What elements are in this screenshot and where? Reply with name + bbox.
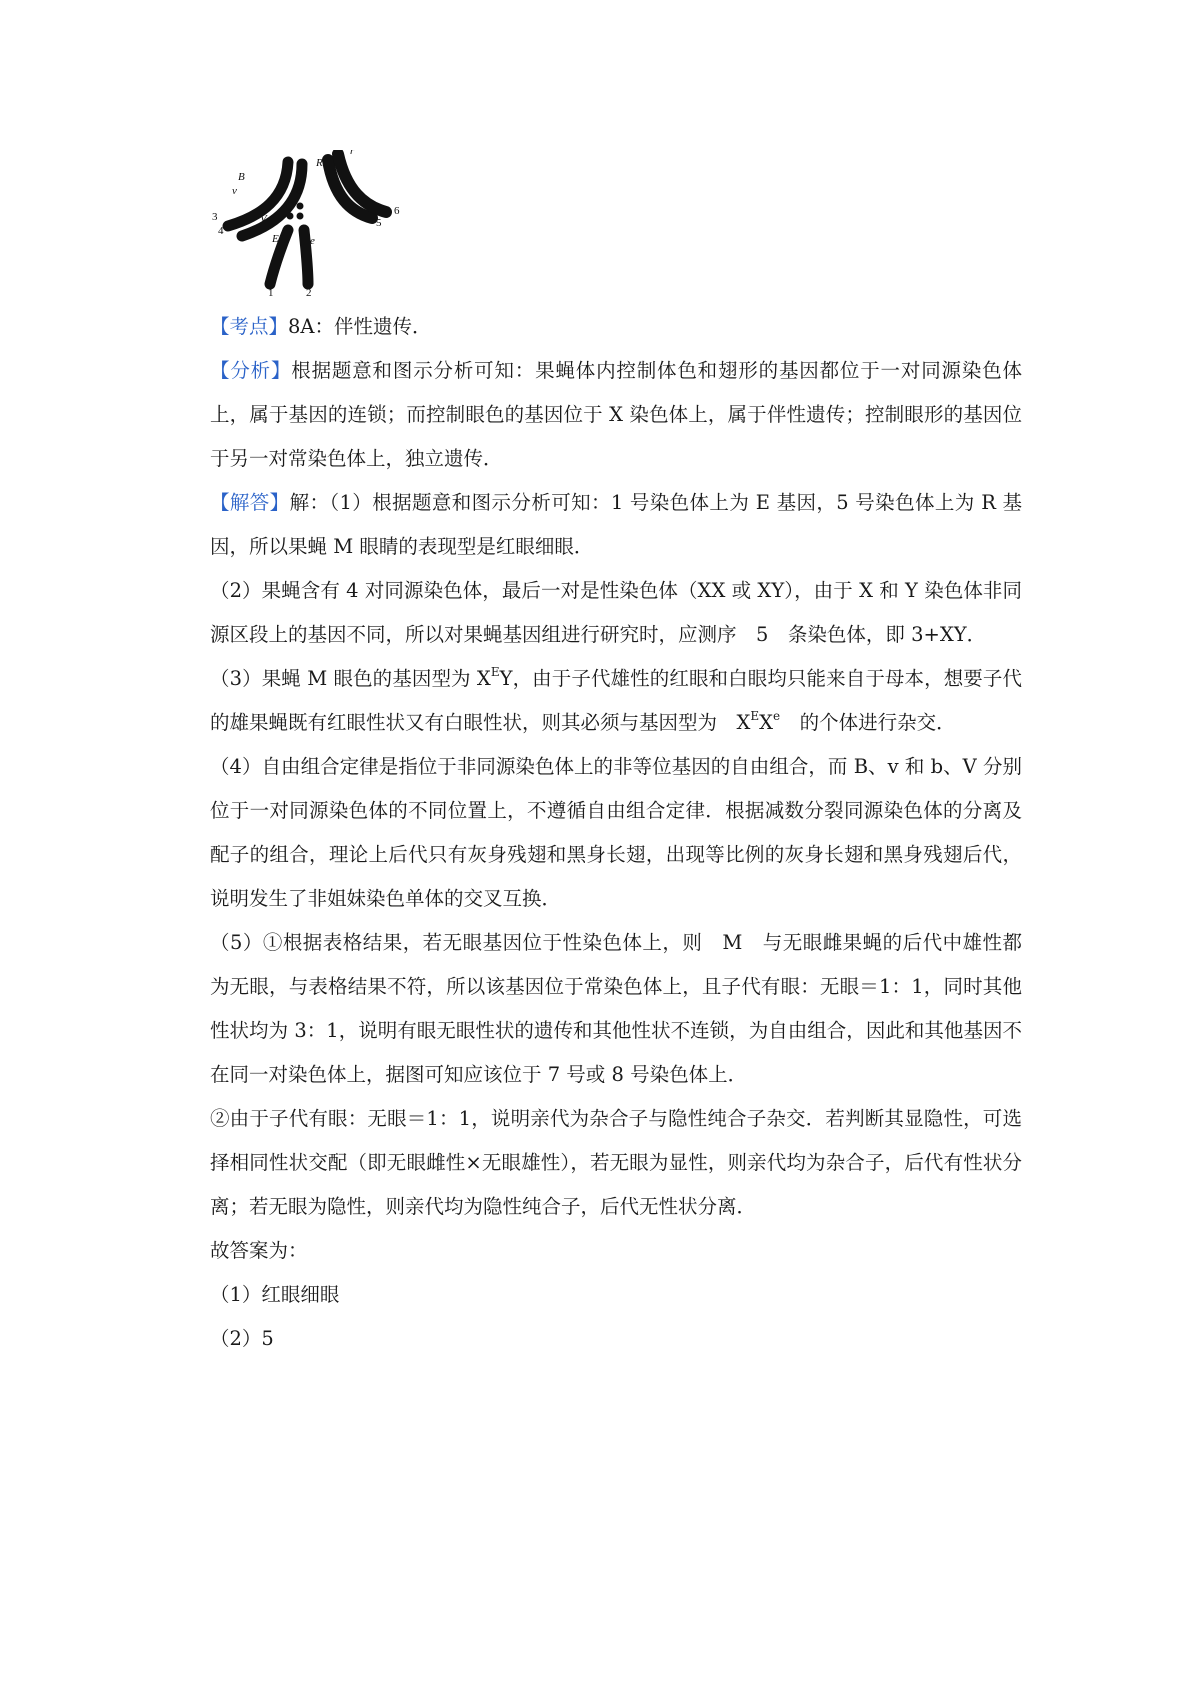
gene-label-R: R — [316, 157, 323, 169]
answer-para-5: （5）①根据表格结果，若无眼基因位于性染色体上，则 M 与无眼雌果蝇的后代中雄性都为无眼，与表格结果不符，所以该基因位于常染色体上，且子代有眼：无眼＝1：1，同时其他性状均为 3：1，说明有眼无眼性状的遗传和其他性状不连锁，为自由组合，因此和其他基因不在同一对染色体上，据图可知应该位于 7 号或 8 号染色体上． — [210, 931, 1022, 1086]
answer-intro: 故答案为： — [210, 1239, 308, 1262]
chromosome-8 — [297, 203, 304, 210]
superscript-e: e — [773, 709, 781, 723]
answer-text-3b: Y，由于子代雄性的红眼和白眼均只能来自于母本，想要子代的雄果蝇既有红眼性状又有白眼性状，则其必须与基因型为 X — [210, 667, 1023, 734]
jieda-section — [210, 481, 1022, 1361]
gene-label-B: B — [238, 171, 245, 183]
gene-label-e: e — [310, 235, 315, 247]
kaodian-tag: 【考点】 — [210, 315, 289, 338]
gene-label-V: V — [260, 213, 267, 225]
chromosome-figure — [210, 150, 410, 298]
fenxi-section — [210, 349, 1022, 481]
chromosome-2 — [304, 230, 308, 284]
kaodian-section — [210, 305, 1022, 349]
chromosome-7b — [287, 213, 294, 220]
chrom-number-7: 7 — [282, 185, 288, 197]
answer-para-4: （4）自由组合定律是指位于非同源染色体上的非等位基因的自由组合，而 B、v 和 b、V 分别位于一对同源染色体的不同位置上，不遵循自由组合定律．根据减数分裂同源染色体的分离及配子的组合，理论上后代只有灰身残翅和黑身长翅，出现等比例的灰身长翅和黑身残翅后代，说明发生了非姐妹染色单体的交叉互换． — [210, 755, 1022, 910]
chrom-number-1: 1 — [268, 287, 274, 298]
fenxi-tag: 【分析】 — [210, 359, 292, 382]
answer-text-3a: （3）果蝇 M 眼色的基因型为 X — [210, 667, 491, 690]
gene-label-r: r — [350, 150, 355, 157]
answer-text-3c: X — [759, 711, 774, 734]
kaodian-text: 8A：伴性遗传． — [288, 315, 432, 338]
chromosome-7 — [287, 203, 294, 210]
answer-para-6: ②由于子代有眼：无眼＝1：1，说明亲代为杂合子与隐性纯合子杂交．若判断其显隐性，可选择相同性状交配（即无眼雌性×无眼雄性），若无眼为显性，则亲代均为杂合子，后代有性状分离；若无眼为隐性，则亲代均为隐性纯合子，后代无性状分离． — [210, 1107, 1022, 1218]
gene-label-E: E — [272, 233, 279, 245]
answer-para-1 — [210, 481, 1022, 569]
chrom-number-3: 3 — [212, 211, 218, 223]
gene-label-b: b — [270, 197, 276, 209]
superscript-E: E — [490, 665, 500, 679]
answer-para-3 — [210, 657, 1022, 745]
fenxi-text: 根据题意和图示分析可知：果蝇体内控制体色和翅形的基因都位于一对同源染色体上，属于基因的连锁；而控制眼色的基因位于 X 染色体上，属于伴性遗传；控制眼形的基因位于另一对常染色体上，独立遗传． — [210, 359, 1022, 470]
jieda-tag: 【解答】 — [210, 491, 290, 514]
chrom-number-2: 2 — [306, 287, 312, 298]
final-answer-2: （2）5 — [210, 1327, 274, 1350]
superscript-E-2: E — [750, 709, 760, 723]
chrom-number-5: 5 — [376, 217, 382, 229]
final-answer-1: （1）红眼细眼 — [210, 1283, 340, 1306]
chromosome-8b — [297, 213, 304, 220]
chrom-number-4: 4 — [218, 225, 224, 237]
chrom-number-8: 8 — [296, 185, 302, 197]
answer-para-2: （2）果蝇含有 4 对同源染色体，最后一对是性染色体（XX 或 XY），由于 X 和 Y 染色体非同源区段上的基因不同，所以对果蝇基因组进行研究时，应测序 5 条染色体，即 3+XY． — [210, 579, 1022, 646]
gene-label-v: v — [232, 185, 237, 197]
chrom-number-6: 6 — [394, 205, 400, 217]
answer-text-1: 解：（1）根据题意和图示分析可知：1 号染色体上为 E 基因，5 号染色体上为 R 基因，所以果蝇 M 眼睛的表现型是红眼细眼． — [210, 491, 1022, 558]
answer-text-3d: 的个体进行杂交． — [780, 711, 956, 734]
